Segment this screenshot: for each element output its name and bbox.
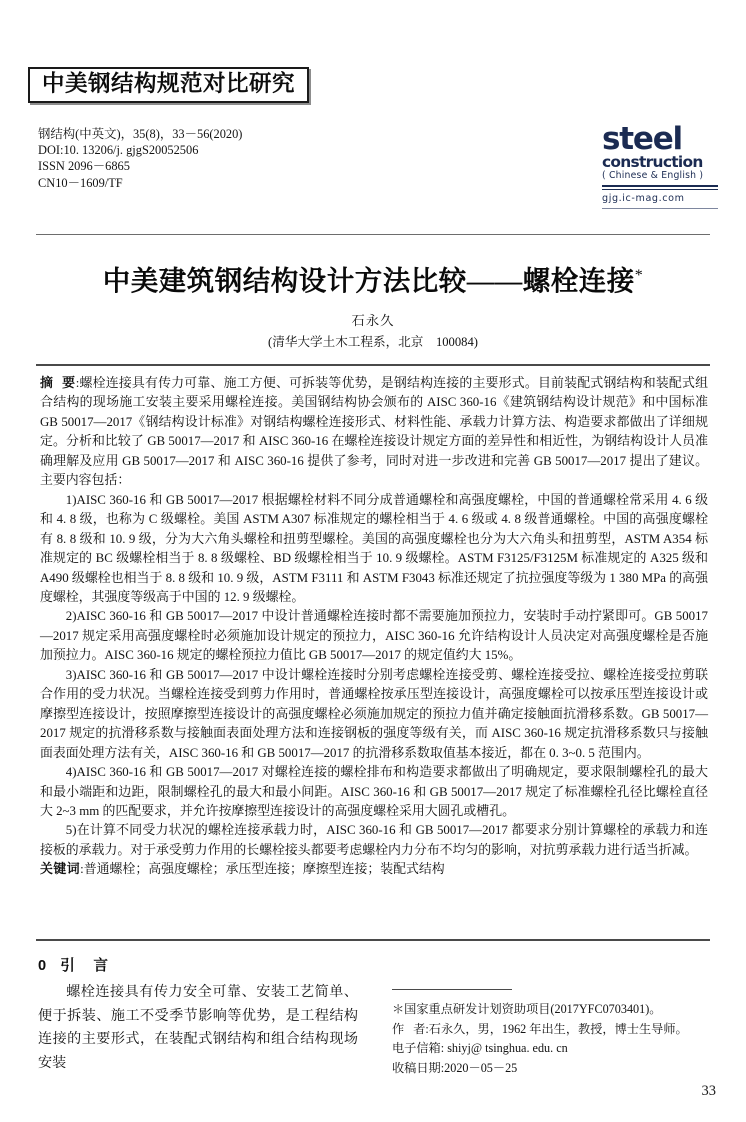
author-affiliation: (清华大学土木工程系，北京 100084) xyxy=(268,335,478,350)
logo-divider-thick xyxy=(602,185,718,187)
doc-title-text: 中美建筑钢结构设计方法比较——螺栓连接 xyxy=(102,265,635,297)
keywords-label: 关键词 xyxy=(40,862,81,877)
abstract-separator: : xyxy=(75,376,80,390)
footnote-block xyxy=(392,1000,712,1078)
keywords-separator: : xyxy=(80,862,84,877)
logo-url: gjg.ic-mag.com xyxy=(602,193,685,204)
page-right-margin xyxy=(732,0,746,1122)
abstract-top-divider xyxy=(36,364,710,366)
abstract-item-5: 5)在计算不同受力状况的螺栓连接承载力时，AISC 360-16 和 GB 50017—2017 都要求分别计算螺栓的承载力和连接板的承载力。对于承受剪力作用的长螺栓接头都要考虑螺栓内力分布不均匀的影响，对抗剪承载力进行适当折减。 xyxy=(40,823,708,857)
footnote-author-label-2: 者 xyxy=(413,1021,426,1036)
journal-issn: ISSN 2096－6865 xyxy=(38,159,130,174)
journal-doi: DOI:10. 13206/j. gjgS20052506 xyxy=(38,143,199,158)
header-divider xyxy=(36,234,710,235)
abstract-block xyxy=(40,374,708,880)
footnote-email xyxy=(392,1039,712,1059)
section-title: 引 言 xyxy=(60,958,111,974)
footnote-received xyxy=(392,1059,712,1079)
body-left-column xyxy=(38,955,358,1075)
page-title xyxy=(36,258,710,299)
abstract-paragraph xyxy=(40,374,708,491)
abstract-label-2: 要 xyxy=(62,376,76,390)
keywords-list: 普通螺栓；高强度螺栓；承压型连接；摩擦型连接；装配式结构 xyxy=(83,862,445,877)
page-number: 33 xyxy=(701,1083,716,1099)
footnote-received-value: 2020－05－25 xyxy=(444,1060,518,1075)
keywords-paragraph xyxy=(40,860,708,879)
footnote-divider xyxy=(392,989,512,990)
title-block xyxy=(36,258,710,351)
section-number: 0 xyxy=(38,958,49,974)
section-heading xyxy=(38,955,358,977)
footnote-received-label: 收稿日期: xyxy=(392,1060,445,1075)
logo-construction-word: construction xyxy=(602,153,703,171)
footnote-author-text: 石永久，男，1962 年出生，教授，博士生导师。 xyxy=(428,1021,688,1036)
masthead-title: 中美钢结构规范对比研究 xyxy=(42,71,296,96)
journal-metadata xyxy=(38,126,242,191)
section-paragraph: 螺栓连接具有传力安全可靠、安装工艺简单、便于拆装、施工不受季节影响等优势，是工程结构连接的主要形式，在装配式钢结构和组合结构现场安装 xyxy=(38,984,358,1071)
masthead-banner xyxy=(28,67,309,103)
footnote-author-label: 作 xyxy=(392,1021,414,1036)
title-footnote-marker: * xyxy=(634,267,644,284)
footnote-email-value: shiyj@ tsinghua. edu. cn xyxy=(447,1041,568,1055)
author-name: 石永久 xyxy=(351,313,395,329)
page-left-margin xyxy=(0,0,14,1122)
body-top-divider xyxy=(36,939,710,941)
journal-cn: CN10－1609/TF xyxy=(38,175,123,190)
footnote-author-separator: : xyxy=(425,1021,429,1036)
abstract-item-2: 2)AISC 360-16 和 GB 50017—2017 中设计普通螺栓连接时都不需要施加预拉力，安装时手动拧紧即可。GB 50017—2017 规定采用高强度螺栓时必须施加设计规定的预拉力，AISC 360-16 允许结构设计人员决定对高强度螺栓是否施加预拉力。AISC 360-16 规定的螺栓预拉力值比 GB 50017—2017 的规定值约大 15%。 xyxy=(40,609,708,663)
journal-logo xyxy=(600,121,718,209)
footnote-funding: ＊国家重点研发计划资助项目(2017YFC0703401)。 xyxy=(392,1002,662,1016)
footnote-author xyxy=(392,1020,712,1040)
abstract-item-1: 1)AISC 360-16 和 GB 50017—2017 根据螺栓材料不同分成普通螺栓和高强度螺栓，中国的普通螺栓常采用 4. 6 级和 4. 8 级，也称为 C 级螺栓。美国 ASTM A307 标准规定的螺栓相当于 4. 6 级或 4. 8 级普通螺栓。中国的高强度螺栓有 8. 8 级和 10. 9 级，分为大六角头螺栓和扭剪型螺栓。美国的高强度螺栓也分为大六角头和扭剪型，ASTM A354 标准规定的 BC 级螺栓相当于 8. 8 级螺栓、BD 级螺栓相当于 10. 9 级螺栓。ASTM F3125/F3125M 标准规定的 A325 级和 A490 级螺栓也相当于 8. 8 级和 10. 9 级，ASTM F3111 和 ASTM F3043 标准还规定了抗拉强度等级为 1 380 MPa 的高强度螺栓，其强度等级高于中国的 12. 9 级螺栓。 xyxy=(40,492,708,604)
footnote-email-label: 电子信箱: xyxy=(392,1041,445,1055)
logo-underline xyxy=(602,208,718,209)
logo-steel-word: steel xyxy=(602,121,682,157)
logo-divider-thin xyxy=(602,189,718,190)
logo-languages: ( Chinese & English ) xyxy=(602,170,704,181)
abstract-item-3: 3)AISC 360-16 和 GB 50017—2017 中设计螺栓连接时分别考虑螺栓连接受剪、螺栓连接受拉、螺栓连接受拉剪联合作用的受力状况。当螺栓连接受到剪力作用时，普通螺栓按承压型连接设计，高强度螺栓可以按承压型连接设计或摩擦型连接设计，按照摩擦型连接设计的高强度螺栓必须施加规定的预拉力值并确定接触面抗滑移系数。GB 50017—2017 规定的抗滑移系数与接触面表面处理方法和连接钢板的强度等级有关，而 AISC 360-16 规定抗滑移系数只与接触面表面处理方法有关，AISC 360-16 和 GB 50017—2017 的抗滑移系数取值基本接近，都在 0. 3~0. 5 范围内。 xyxy=(40,667,708,760)
abstract-body: 螺栓连接具有传力可靠、施工方便、可拆装等优势，是钢结构连接的主要形式。目前装配式钢结构和装配式组合结构的现场施工安装主要采用螺栓连接。美国钢结构协会颁布的 AISC 360-16《建筑钢结构设计规范》和中国标准 GB 50017—2017《钢结构设计标准》对钢结构螺栓连接形式、材料性能、承载力计算方法、构造要求都做出了详细规定。分析和比较了 GB 50017—2017 和 AISC 360-16 在螺栓连接设计规定方面的差异性和相近性，为钢结构设计人员准确理解及应用 GB 50017—2017 和 AISC 360-16 提供了参考，同时对进一步改进和完善 GB 50017—2017 提出了建议。主要内容包括： xyxy=(40,376,709,488)
abstract-item-4: 4)AISC 360-16 和 GB 50017—2017 对螺栓连接的螺栓排布和构造要求都做出了明确规定，要求限制螺栓孔的最大和最小端距和边距，限制螺栓孔的最大和最小间距。AISC 360-16 和 GB 50017—2017 规定了标准螺栓孔径比螺栓直径大 2~3 mm 的匹配要求，并允许按摩擦型连接设计的高强度螺栓采用大圆孔或槽孔。 xyxy=(40,765,708,818)
abstract-label: 摘 xyxy=(40,376,63,390)
journal-citation: 钢结构(中英文)，35(8)，33－56(2020) xyxy=(38,127,243,141)
